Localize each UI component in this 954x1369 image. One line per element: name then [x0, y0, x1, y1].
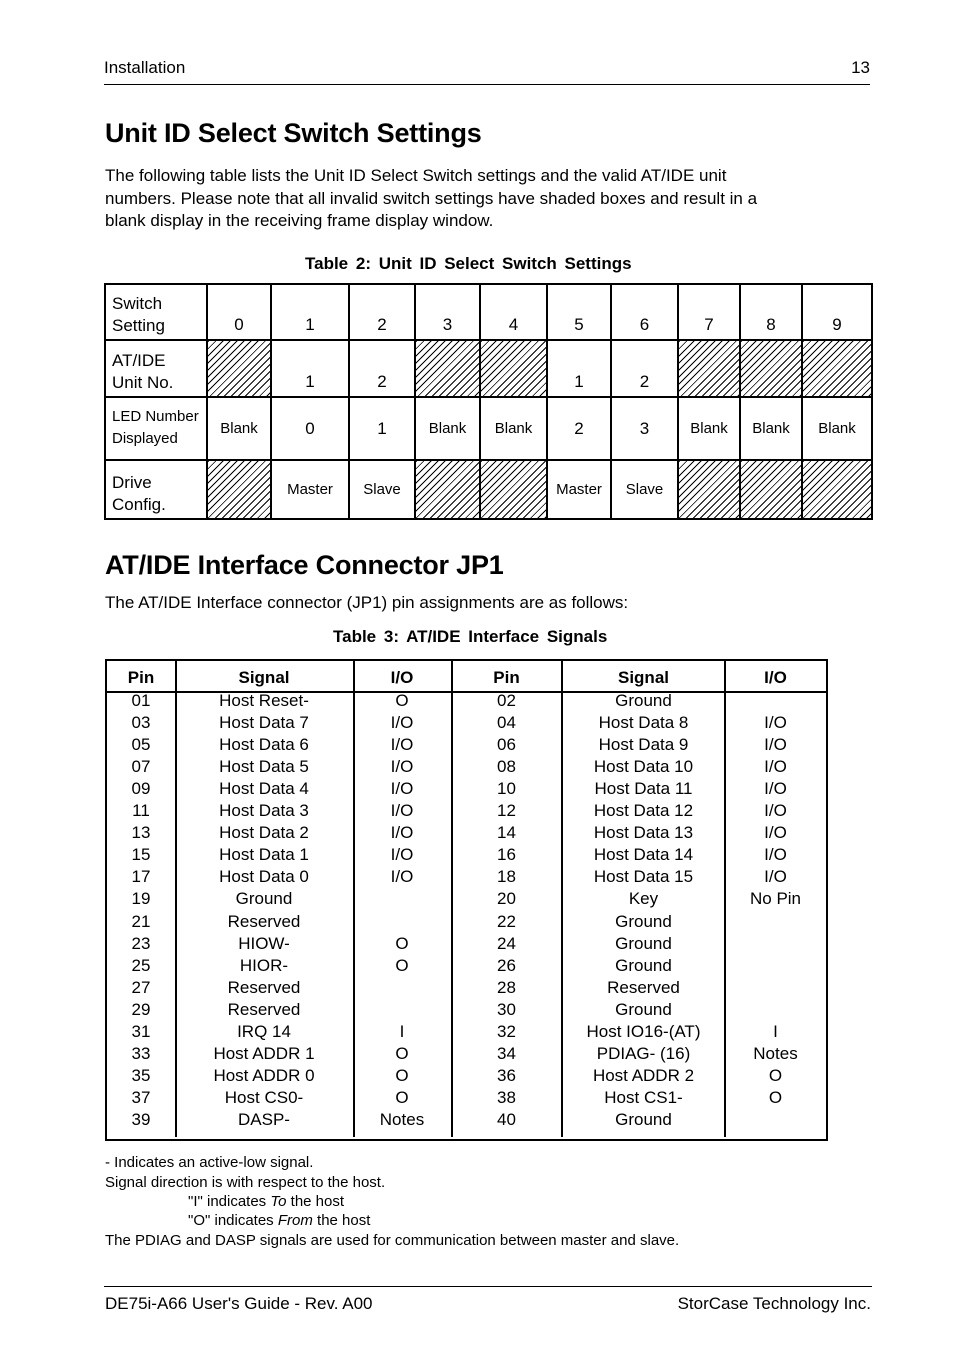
table-cell-signal: PDIAG- (16) [596, 1043, 691, 1063]
table-cell-io [725, 977, 826, 999]
shaded-cell [802, 340, 872, 397]
table-cell-io: I [773, 1021, 778, 1041]
column-header-signal: Signal [617, 668, 669, 687]
footer-doc-title: DE75i-A66 User's Guide - Rev. A00 [105, 1294, 373, 1313]
cell: Slave [611, 460, 678, 519]
table-cell-pin: 34 [497, 1043, 516, 1063]
table-cell-io: O [395, 691, 409, 710]
table-cell-pin: 01 [131, 691, 151, 710]
table-cell-signal: Host Data 12 [593, 801, 694, 821]
table-cell-io: I [399, 1021, 405, 1041]
table-cell-signal: Host Data 0 [219, 867, 309, 887]
table-cell-pin: 08 [497, 757, 516, 777]
shaded-cell [740, 460, 802, 519]
table2-caption: Table 2: Unit ID Select Switch Settings [305, 254, 632, 273]
table-cell-signal: Ground [615, 955, 672, 975]
table-cell-pin: 12 [497, 801, 516, 821]
header-section: Installation [104, 58, 186, 77]
table-cell-pin: 32 [497, 1021, 516, 1041]
note-output: "O" indicates From the host [188, 1212, 371, 1229]
table-cell-io: I/O [390, 757, 414, 777]
shaded-cell [415, 340, 480, 397]
cell: 3 [415, 284, 480, 340]
row-switch-setting [105, 284, 872, 340]
table-cell-pin: 31 [131, 1021, 151, 1041]
footer-company: StorCase Technology Inc. [677, 1294, 871, 1313]
column-header-pin: Pin [493, 668, 520, 687]
table-cell-pin: 38 [497, 1087, 516, 1107]
table-cell-signal: Host Data 9 [598, 735, 689, 755]
table-cell-io: I/O [390, 867, 414, 887]
shaded-cell [802, 460, 872, 519]
table-cell-io: I/O [764, 713, 787, 733]
table-cell-pin: 37 [131, 1087, 151, 1107]
note-input: "I" indicates To the host [188, 1193, 345, 1210]
shaded-cell [415, 460, 480, 519]
table-cell-pin: 04 [497, 713, 516, 733]
table-cell-signal: HIOW- [238, 933, 290, 953]
cell: Blank [678, 397, 740, 460]
table-cell-signal: Host Data 6 [219, 735, 309, 755]
shaded-cell [207, 460, 271, 519]
shaded-cell [678, 460, 740, 519]
shaded-cell [480, 340, 547, 397]
shaded-cell [678, 340, 740, 397]
table-cell-pin: 02 [497, 691, 516, 710]
cell: 8 [740, 284, 802, 340]
table-cell-pin: 14 [497, 823, 516, 843]
table-cell-pin: 09 [131, 779, 151, 799]
table-cell-io: I/O [764, 823, 787, 843]
table-cell-signal: Host CS1- [604, 1087, 683, 1107]
table-cell-io: Notes [379, 1109, 425, 1129]
row-led-number [105, 397, 872, 460]
table-cell-io: O [395, 933, 409, 953]
table-cell-io: O [395, 1043, 409, 1063]
table-cell-signal: Host Data 2 [219, 823, 309, 843]
table-cell-io [725, 911, 826, 933]
cell: 1 [547, 340, 611, 397]
cell: 1 [349, 397, 415, 460]
cell: Master [547, 460, 611, 519]
table-cell-signal: IRQ 14 [237, 1021, 291, 1041]
cell: 2 [547, 397, 611, 460]
table-cell-pin: 20 [497, 889, 516, 909]
table-cell-pin: 35 [131, 1065, 151, 1085]
table-cell-pin: 27 [131, 977, 151, 997]
row-label: LED Number Displayed [105, 397, 207, 460]
table-cell-io: O [768, 1065, 783, 1085]
table-cell-signal: Host Data 13 [593, 823, 694, 843]
table-cell-signal: Host Data 4 [219, 779, 309, 799]
cell: 3 [611, 397, 678, 460]
table-cell-signal: Reserved [607, 977, 680, 997]
para-line: The following table lists the Unit ID Select Switch settings and the valid AT/IDE unit [105, 166, 727, 185]
footer-rule [104, 1286, 872, 1287]
table-cell-io: I/O [764, 867, 787, 887]
row-label: AT/IDE Unit No. [105, 340, 207, 397]
cell: Master [271, 460, 349, 519]
column-header-io: I/O [764, 668, 787, 687]
cell: Slave [349, 460, 415, 519]
table-cell-signal: Ground [615, 933, 672, 953]
note-active-low: - Indicates an active-low signal. [105, 1154, 314, 1171]
table-cell-pin: 05 [131, 735, 151, 755]
table-cell-pin: 11 [132, 801, 150, 821]
table-cell-signal: Host Data 8 [598, 713, 689, 733]
table-cell-signal: Host Data 11 [594, 779, 693, 799]
cell: Blank [480, 397, 547, 460]
cell: Blank [207, 397, 271, 460]
table-cell-signal: Host Data 15 [593, 867, 694, 887]
intro-paragraph [105, 165, 865, 233]
table-cell-pin: 03 [131, 713, 151, 733]
page-number: 13 [851, 58, 870, 77]
table-cell-pin: 30 [497, 999, 516, 1019]
cell: 2 [349, 284, 415, 340]
table-cell-pin: 40 [497, 1109, 516, 1129]
table-cell-signal: DASP- [238, 1109, 290, 1129]
table-cell-pin: 18 [497, 867, 516, 887]
table-cell-pin: 33 [131, 1043, 151, 1063]
para-line: blank display in the receiving frame display window. [105, 211, 494, 230]
cell: 5 [547, 284, 611, 340]
table-cell-pin: 24 [497, 933, 516, 953]
table-cell-io: O [395, 1087, 409, 1107]
cell: 0 [207, 284, 271, 340]
table-cell-io [725, 933, 826, 955]
table-cell-io: O [395, 1065, 409, 1085]
table-cell-pin: 23 [131, 933, 151, 953]
table-cell-signal: Host Reset- [219, 691, 309, 710]
table-cell-signal: Key [628, 889, 659, 909]
cell: 2 [349, 340, 415, 397]
cell: 2 [611, 340, 678, 397]
table-cell-io: I/O [764, 779, 787, 799]
table-cell-signal: Host CS0- [224, 1087, 304, 1107]
column-header-signal: Signal [238, 668, 290, 687]
cell: 9 [802, 284, 872, 340]
table-cell-io: O [768, 1087, 783, 1107]
table-cell-signal: Host ADDR 2 [592, 1065, 695, 1085]
shaded-cell [480, 460, 547, 519]
table-cell-io: O [395, 955, 409, 975]
table-cell-io: I/O [390, 801, 414, 821]
table-cell-signal: Reserved [227, 911, 301, 931]
cell: Blank [415, 397, 480, 460]
cell: 6 [611, 284, 678, 340]
table-cell-io: I/O [764, 735, 787, 755]
table-cell-io [725, 955, 826, 977]
table-cell-pin: 28 [497, 977, 516, 997]
table-cell-pin: 07 [131, 757, 151, 777]
table-cell-io: I/O [764, 845, 787, 865]
table-cell-io [725, 1109, 826, 1131]
table-cell-pin: 25 [131, 955, 151, 975]
table-cell-signal: Host Data 3 [219, 801, 309, 821]
table-cell-io: I/O [390, 779, 414, 799]
table-cell-io [725, 690, 826, 712]
shaded-cell [740, 340, 802, 397]
cell: 0 [271, 397, 349, 460]
table-cell-io: Notes [753, 1043, 798, 1063]
table-cell-pin: 13 [131, 823, 151, 843]
unit-id-switch-table [104, 283, 873, 520]
table-cell-signal: Host Data 14 [593, 845, 694, 865]
para-line: numbers. Please note that all invalid switch settings have shaded boxes and result in a [105, 188, 758, 208]
table-cell-io [353, 999, 451, 1021]
connector-paragraph: The AT/IDE Interface connector (JP1) pin assignments are as follows: [105, 593, 629, 612]
table-cell-pin: 16 [497, 845, 516, 865]
cell: 7 [678, 284, 740, 340]
row-label: Switch Setting [105, 284, 207, 340]
table-cell-pin: 26 [497, 955, 516, 975]
table-cell-signal: Host Data 7 [219, 713, 309, 733]
table-cell-pin: 22 [497, 911, 516, 931]
table-cell-io: I/O [390, 735, 414, 755]
table-cell-pin: 29 [131, 999, 151, 1019]
note-signal-direction: Signal direction is with respect to the host. [105, 1174, 386, 1191]
section-title-connector: AT/IDE Interface Connector JP1 [105, 550, 504, 580]
interface-signals-table [105, 659, 828, 1141]
table-cell-io: I/O [390, 713, 414, 733]
table-cell-pin: 39 [131, 1109, 151, 1129]
note-pdiag-dasp: The PDIAG and DASP signals are used for communication between master and slave. [105, 1232, 680, 1249]
table-cell-signal: Reserved [227, 999, 301, 1019]
cell: Blank [740, 397, 802, 460]
table-cell-signal: Ground [615, 911, 672, 931]
header-rule [104, 84, 870, 85]
table-cell-pin: 17 [131, 867, 151, 887]
table-cell-signal: Ground [615, 691, 672, 710]
table-cell-signal: Host Data 5 [219, 757, 309, 777]
table-cell-signal: Host Data 10 [593, 757, 694, 777]
column-header-pin: Pin [127, 668, 155, 687]
table-cell-signal: Ground [615, 999, 672, 1019]
table-cell-io: I/O [390, 845, 414, 865]
table-cell-io [353, 977, 451, 999]
column-header-io: I/O [390, 668, 414, 687]
table-cell-signal: Host IO16-(AT) [586, 1021, 701, 1041]
table-cell-pin: 21 [131, 911, 151, 931]
table-cell-signal: Reserved [227, 977, 301, 997]
table-cell-signal: Ground [615, 1109, 672, 1129]
table-cell-io: I/O [764, 757, 787, 777]
cell: 4 [480, 284, 547, 340]
section-title-unit-id: Unit ID Select Switch Settings [105, 118, 482, 148]
table-cell-pin: 06 [497, 735, 516, 755]
table-cell-pin: 19 [131, 889, 151, 909]
table3-caption: Table 3: AT/IDE Interface Signals [333, 627, 608, 646]
row-label: Drive Config. [105, 460, 207, 519]
table-cell-io: I/O [390, 823, 414, 843]
table-cell-io [725, 999, 826, 1021]
table-cell-pin: 15 [131, 845, 151, 865]
table-cell-io [353, 888, 451, 910]
table-cell-signal: Ground [235, 889, 293, 909]
table-cell-io: I/O [764, 801, 787, 821]
row-drive-config [105, 460, 872, 519]
shaded-cell [207, 340, 271, 397]
cell: 1 [271, 284, 349, 340]
table-cell-signal: Host Data 1 [219, 845, 309, 865]
row-unit-no [105, 340, 872, 397]
cell: Blank [802, 397, 872, 460]
table-cell-signal: Host ADDR 0 [213, 1065, 315, 1085]
table-cell-pin: 36 [497, 1065, 516, 1085]
table-cell-pin: 10 [497, 779, 516, 799]
table-cell-signal: Host ADDR 1 [213, 1043, 315, 1063]
cell: 1 [271, 340, 349, 397]
table-cell-signal: HIOR- [239, 955, 289, 975]
table-cell-io: No Pin [749, 889, 802, 909]
table-cell-io [353, 911, 451, 933]
